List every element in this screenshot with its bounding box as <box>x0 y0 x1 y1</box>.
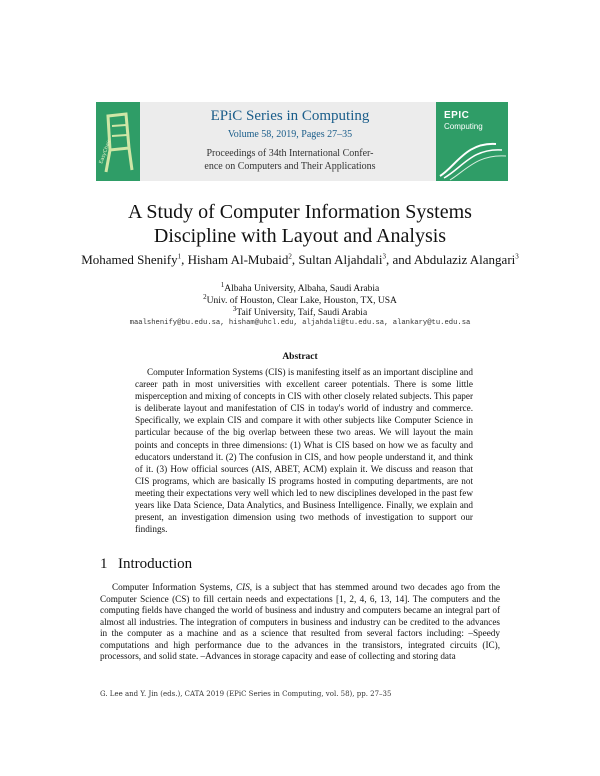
epic-computing-logo <box>436 102 508 181</box>
introduction-paragraph <box>100 582 500 663</box>
proceedings-info <box>150 147 430 173</box>
author-name: and Abdulaziz Alangari <box>392 252 516 267</box>
author-list <box>80 252 520 268</box>
affiliation-1 <box>100 280 500 295</box>
proceedings-line-1: Proceedings of 34th International Confer- <box>206 148 374 159</box>
affiliation-text: Taif University, Taif, Saudi Arabia <box>236 308 368 318</box>
affiliation-sup: 3 <box>232 304 237 313</box>
author-sup: 3 <box>515 252 519 261</box>
author-sep: , <box>291 252 299 267</box>
title-line-1: A Study of Computer Information Systems <box>128 201 472 223</box>
author-sup: 3 <box>382 252 387 261</box>
intro-text-em: CIS <box>236 582 250 592</box>
author-name: Mohamed Shenify <box>81 252 178 267</box>
author-name: Sultan Aljahdali <box>298 252 383 267</box>
logo-swirl-icon <box>436 136 508 181</box>
author-sup: 2 <box>288 252 292 261</box>
logo-left-text: EasyChair <box>98 139 113 165</box>
affiliation-2 <box>100 292 500 307</box>
paper-title <box>60 200 540 248</box>
affiliation-text: Albaha University, Albaha, Saudi Arabia <box>224 284 380 294</box>
title-line-2: Discipline with Layout and Analysis <box>153 225 447 247</box>
series-title: EPiC Series in Computing <box>210 108 370 124</box>
intro-text-rest: , is a subject that has stemmed around two decades ago from the Computer Science (CS) to fill certain needs and expectations [1, 2, 4, 6, 13, 14]. The computers and the computing fields have changed the world of business and industry and computers became an integral part of almost all industries. The integration of computers in business and industry can be credited to the advances in the computer as a machine and as a science that resulted from several factors including: –Speedy computations and high performance due to the advances in the transistors, integrated circuits (IC), processors, and solid state. –Advances in storage capacity and ease of collecting and storing data <box>100 582 500 661</box>
affiliation-text: Univ. of Houston, Clear Lake, Houston, TX, USA <box>206 296 397 306</box>
author-name: Hisham Al-Mubaid <box>187 252 289 267</box>
affiliation-3 <box>100 304 500 319</box>
abstract-heading: Abstract <box>282 352 318 362</box>
author-sup: 1 <box>177 252 182 261</box>
author-sep: , <box>386 252 393 267</box>
section-title: Introduction <box>118 556 193 572</box>
volume-info: Volume 58, 2019, Pages 27–35 <box>227 129 353 140</box>
author-sep: , <box>181 252 188 267</box>
author-emails: maalshenify@bu.edu.sa, hisham@uhcl.edu, aljahdali@tu.edu.sa, alankary@tu.edu.sa <box>129 319 471 327</box>
abstract-body: Computer Information Systems (CIS) is manifesting itself as an important discipline and career path in most universities with excellent career potentials. There is some little misperception and mixing of concepts in CIS with other closely related subjects. This paper is deliberate layout and manifestation of CIS in today's world of industry and commerce. Specifically, we explain CIS and compare it with other subjects like Computer Science in particular because of the big overlap between these two areas. We will layout the main points and concepts in three dimensions: (1) What is CIS based on how we as faculty and educators understand it. (2) The confusion in CIS, and how people understand it, and think of it. (3) How official sources (AIS, ABET, ACM) explain it. We discuss and reason that CIS programs, which are basically IS programs hosted in computing departments, are not meeting their expectations very well which led to new disciplines developed in the past few years like Data Science, Data Analytics, and Business Intelligence. Finally, we explain and present, an investigation dimension using two methods of investigation to support our findings. <box>135 367 473 535</box>
affiliation-sup: 1 <box>220 280 225 289</box>
page-footer: G. Lee and Y. Jin (eds.), CATA 2019 (EPiC Series in Computing, vol. 58), pp. 27–35 <box>100 690 392 698</box>
affiliation-sup: 2 <box>203 292 207 301</box>
logo-computing-label: Computing <box>444 122 483 131</box>
logo-epic-label: EPIC <box>444 110 470 121</box>
proceedings-line-2: ence on Computers and Their Applications <box>204 161 376 172</box>
intro-text-start: Computer Information Systems, <box>112 582 236 592</box>
section-number: 1 <box>100 556 108 572</box>
easychair-logo <box>96 102 140 181</box>
